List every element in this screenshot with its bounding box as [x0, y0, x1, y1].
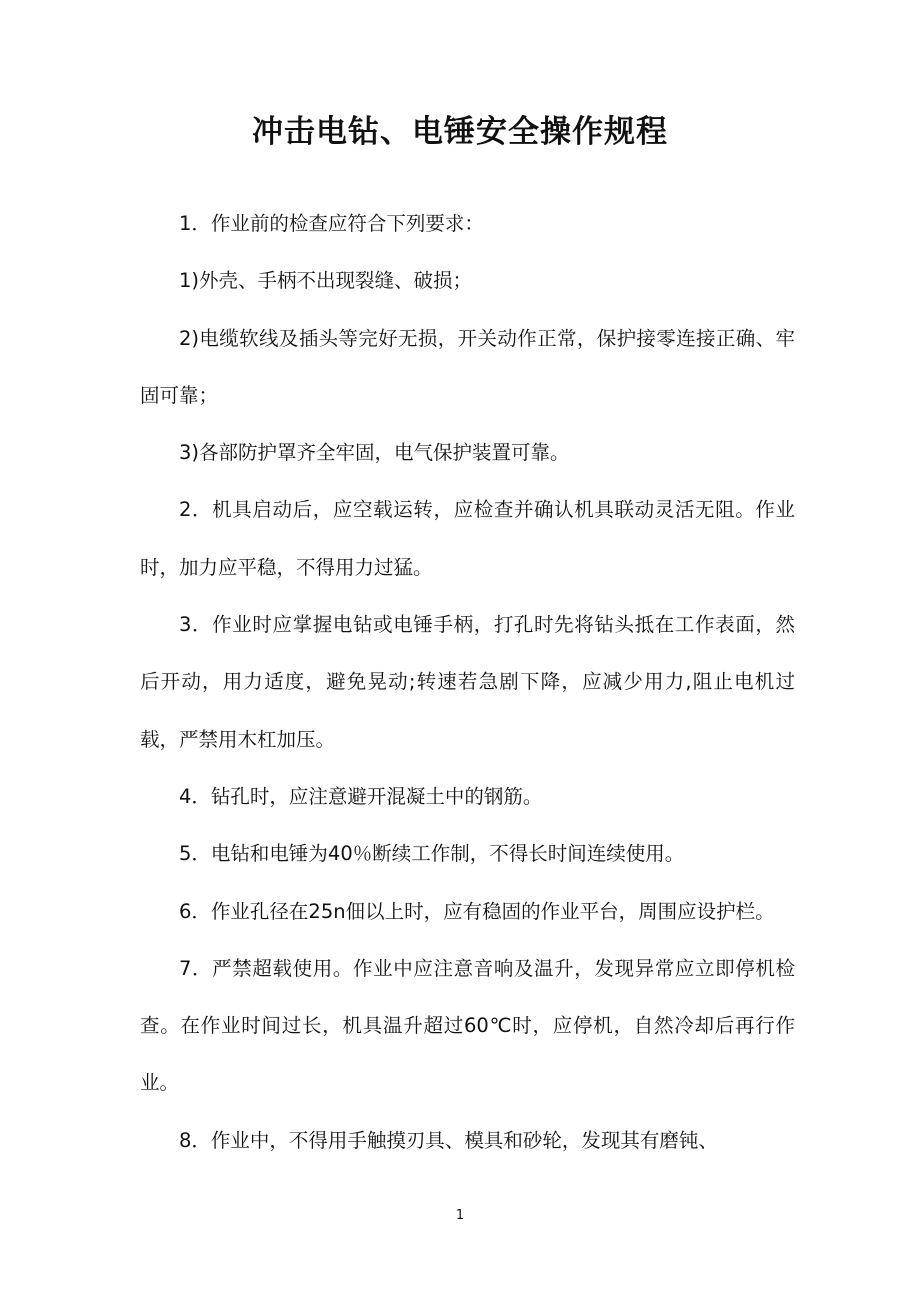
paragraph-3: 3．作业时应掌握电钻或电锤手柄，打孔时先将钻头抵在工作表面，然后开动，用力适度，避免晃动;转速若急剧下降，应减少用力,阻止电机过载，严禁用木杠加压。 — [140, 613, 795, 751]
paragraph-7: 7．严禁超载使用。作业中应注意音响及温升，发现异常应立即停机检查。在作业时间过长，机具温升超过60℃时，应停机，自然冷却后再行作业。 — [140, 956, 795, 1095]
document-body — [140, 195, 795, 1169]
paragraph-5: 5．电钻和电锤为40％断续工作制，不得长时间连续使用。 — [179, 842, 685, 866]
document-title: 冲击电钻、电锤安全操作规程 — [252, 114, 668, 150]
paragraph-1-item-1: 1)外壳、手柄不出现裂缝、破损； — [179, 269, 473, 293]
paragraph-2: 2．机具启动后，应空载运转，应检查并确认机具联动灵活无阻。作业时，加力应平稳，不得用力过猛。 — [140, 498, 795, 579]
paragraph-1: 1．作业前的检查应符合下列要求： — [179, 212, 484, 235]
page-number: 1 — [455, 1208, 465, 1223]
paragraph-1-item-2: 2)电缆软线及插头等完好无损，开关动作正常，保护接零连接正确、牢固可靠； — [140, 326, 795, 407]
paragraph-8: 8．作业中，不得用手触摸刃具、模具和砂轮，发现其有磨钝、 — [179, 1128, 718, 1152]
paragraph-1-item-3: 3)各部防护罩齐全牢固，电气保护装置可靠。 — [179, 441, 570, 465]
paragraph-4: 4．钻孔时，应注意避开混凝土中的钢筋。 — [179, 784, 543, 808]
paragraph-6: 6．作业孔径在25n佃以上时，应有稳固的作业平台，周围应设护栏。 — [179, 899, 775, 923]
